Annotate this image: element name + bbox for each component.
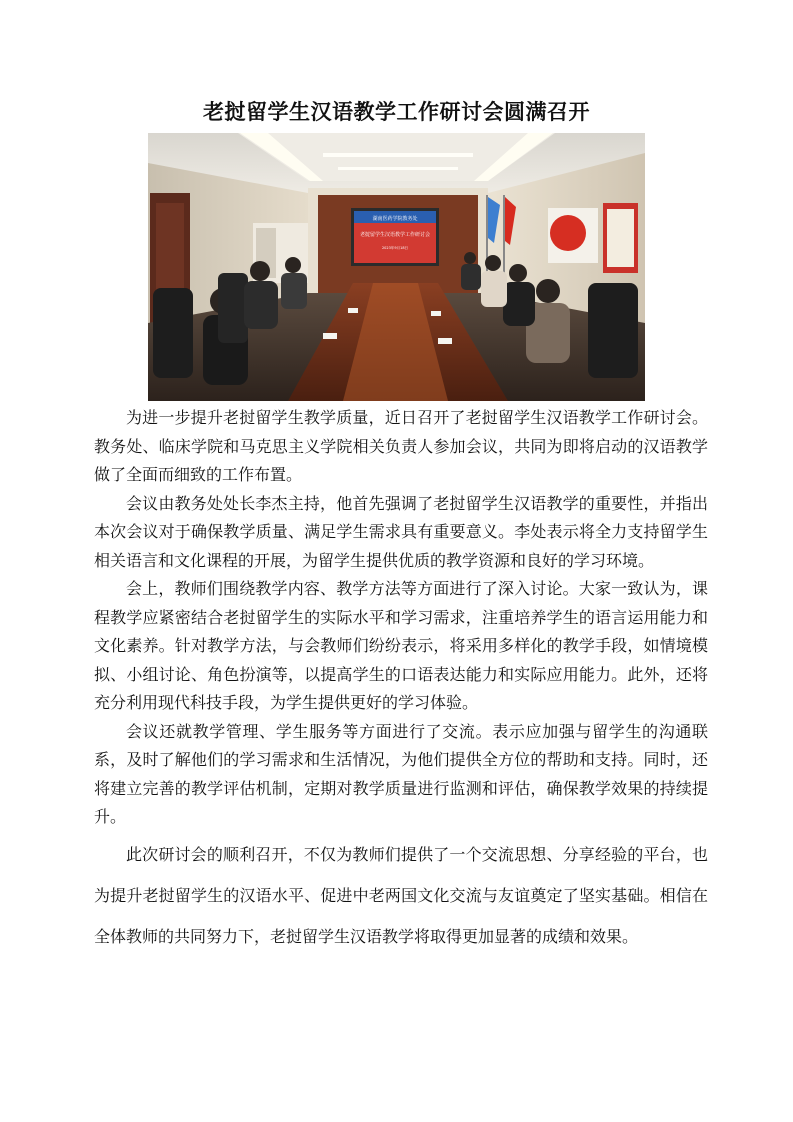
screen-line-2: 老挝留学生汉语教学工作研讨会 (359, 232, 431, 238)
article-title: 老挝留学生汉语教学工作研讨会圆满召开 (203, 100, 590, 124)
paragraph-5: 此次研讨会的顺利召开，不仅为教师们提供了一个交流思想、分享经验的平台，也为提升老挝留学生的汉语水平、促进中老两国文化交流与友谊奠定了坚实基础。相信在全体教师的共同努力下，老挝留学生汉语教学将取得更加显著的成绩和效果。 (94, 844, 708, 946)
paragraph-2: 会议由教务处处长李杰主持，他首先强调了老挝留学生汉语教学的重要性，并指出本次会议对于确保教学质量、满足学生需求具有重要意义。李处表示将全力支持留学生相关语言和文化课程的开展，为留学生提供优质的教学资源和良好的学习环境。 (94, 493, 708, 570)
paragraph-3: 会上，教师们围绕教学内容、教学方法等方面进行了深入讨论。大家一致认为，课程教学应紧密结合老挝留学生的实际水平和学习需求，注重培养学生的语言运用能力和文化素养。针对教学方法，与会教师们纷纷表示，将采用多样化的教学手段，如情境模拟、小组讨论、角色扮演等，以提高学生的口语表达能力和实际应用能力。此外，还将充分利用现代科技手段，为学生提供更好的学习体验。 (94, 579, 708, 712)
screen-line-3: 2023年9月18日 (381, 246, 409, 250)
meeting-photo (148, 133, 645, 401)
paragraph-4: 会议还就教学管理、学生服务等方面进行了交流。表示应加强与留学生的沟通联系，及时了解他们的学习需求和生活情况，为他们提供全方位的帮助和支持。同时，还将建立完善的教学评估机制，定期对教学质量进行监测和评估，确保教学效果的持续提升。 (94, 721, 708, 826)
screen-line-1: 湖南医药学院教务处 (372, 216, 418, 222)
paragraph-1: 为进一步提升老挝留学生教学质量，近日召开了老挝留学生汉语教学工作研讨会。教务处、临床学院和马克思主义学院相关负责人参加会议，共同为即将启动的汉语教学做了全面而细致的工作布置。 (94, 408, 708, 484)
article-body (94, 404, 708, 957)
